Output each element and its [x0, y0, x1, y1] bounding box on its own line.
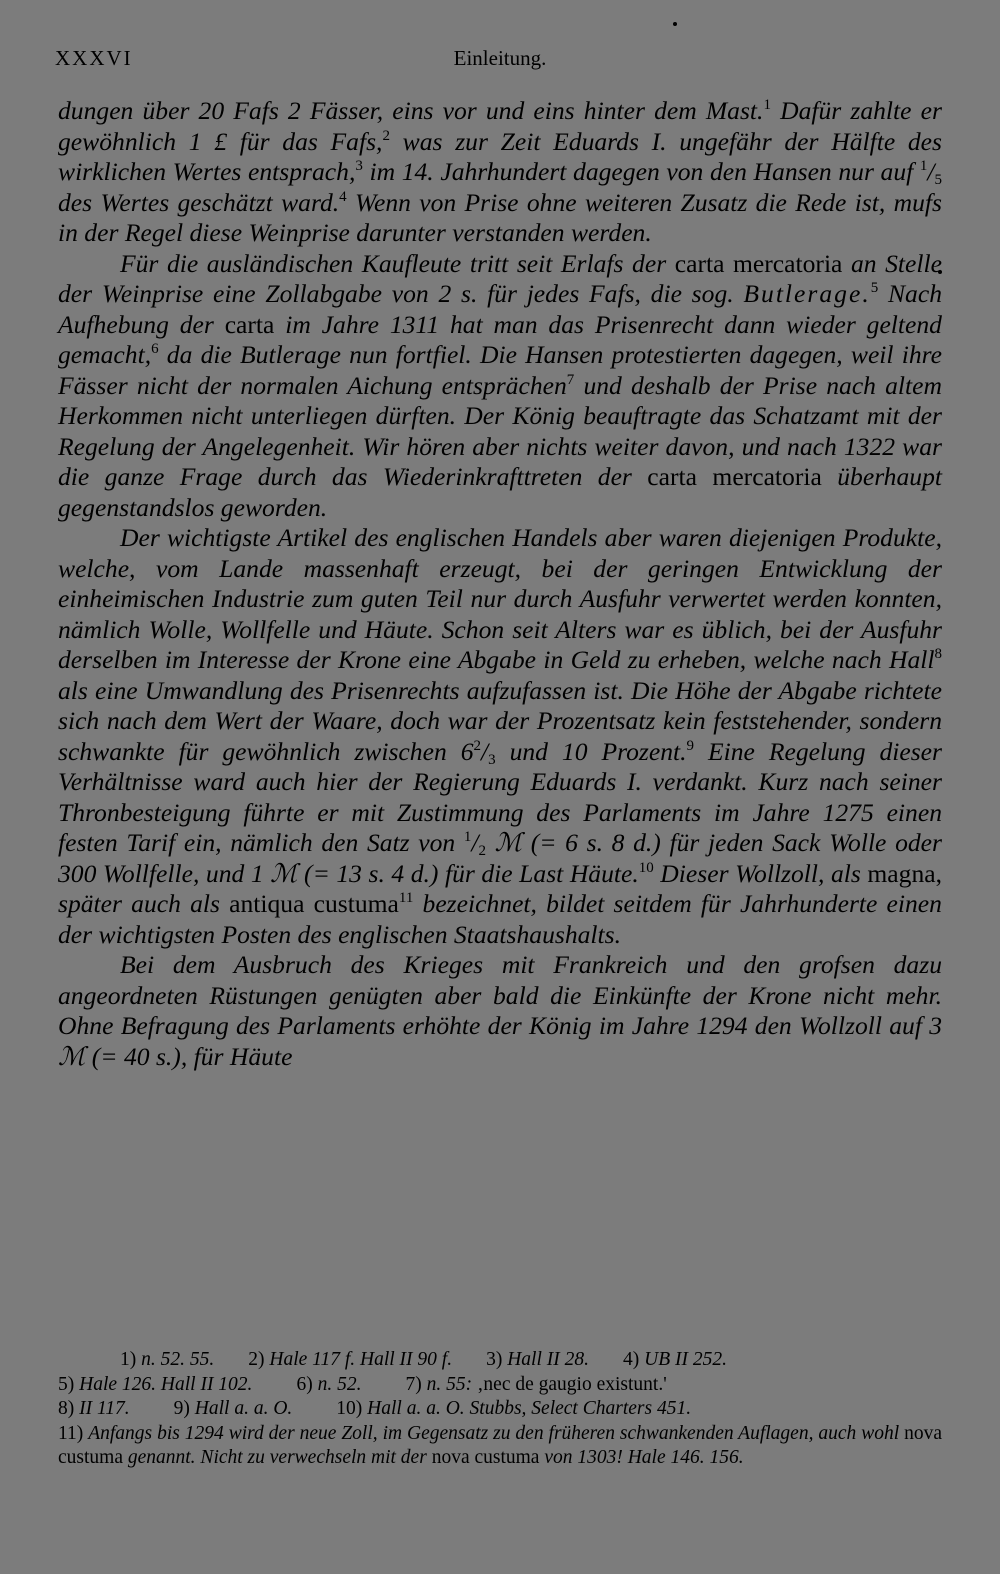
- paragraph: [58, 523, 942, 950]
- footnote-number: 5): [58, 1373, 75, 1395]
- text-run: Nach Aufhebung der: [58, 279, 942, 339]
- footnote-number: 8): [58, 1398, 75, 1419]
- running-header: [55, 42, 945, 78]
- text-run: bezeichnet, bildet seitdem für Jahrhunderte einen der wichtigsten Posten des englischen Staatshaushalts.: [58, 889, 942, 949]
- paragraph: [58, 950, 942, 1072]
- latin-term: antiqua custuma: [229, 889, 399, 918]
- footnote-text: Hall a. a. O.: [194, 1398, 293, 1419]
- text-run: dungen über 20 Fafs 2 Fässer, eins vor und eins hinter dem Mast.: [58, 96, 764, 125]
- footnote-quote: ‚nec de gaugio existunt.': [476, 1373, 667, 1395]
- text-run: Der wichtigste Artikel des englischen Handels aber waren diejenigen Produkte, welche, vom Lande massenhaft erzeugt, bei der geringen Entwicklung der einheimischen Industrie zum guten Teil nur durch Ausfuhr verwertet werden konnten, nämlich Wolle, Wollfelle und Häute. Schon seit Alters war es üblich, bei der Ausfuhr derselben im Interesse der Krone eine Abgabe in Geld zu erheben, welche nach Hall: [58, 523, 942, 674]
- print-speck: [673, 22, 677, 26]
- footnotes: [58, 1348, 942, 1471]
- footnote-text: UB II 252.: [644, 1349, 727, 1370]
- text-run: des Wertes geschätzt ward.: [58, 187, 340, 217]
- footnote-text: Anfangs bis 1294 wird der neue Zoll, im Gegensatz zu den früheren schwankenden Auflagen, auch wohl: [88, 1422, 905, 1444]
- fraction: $^2/_3$: [473, 736, 496, 768]
- footnote-ref: 1: [763, 97, 771, 113]
- footnote-text: genannt. Nicht zu verwechseln mit der: [122, 1447, 432, 1468]
- fraction-numerator: 2: [473, 737, 481, 754]
- fraction-denominator: 3: [488, 751, 496, 768]
- footnote-number: 11): [58, 1422, 84, 1444]
- footnote-text: Hale 126. Hall II 102.: [79, 1373, 253, 1395]
- footnote-ref: 2: [382, 127, 390, 144]
- main-text: [58, 96, 942, 1072]
- fraction: $^1/_5$: [919, 157, 943, 188]
- text-run: und deshalb der Prise nach altem Herkommen nicht unterliegen dürften. Der König beauftragte das Schatzamt mit der Regelung der Angelegenheit. Wir hören aber nichts weiter davon, und nach 1322 war die ganze Frage durch das Wiederinkrafttreten der: [58, 370, 942, 491]
- text-run: an Stelle der Weinprise eine Zollabgabe von 2 s. für jedes Fafs, die sog.: [58, 248, 942, 308]
- text-run: im 14. Jahrhundert dagegen von den Hansen nur auf: [362, 157, 920, 186]
- fraction-denominator: 2: [478, 843, 487, 859]
- footnote-number: 2): [248, 1349, 265, 1370]
- footnote-text: n. 52.: [317, 1373, 362, 1395]
- footnote-line: [58, 1373, 942, 1398]
- footnote-number: 6): [296, 1373, 313, 1395]
- footnote-ref: 3: [355, 158, 363, 174]
- footnote-number: 9): [173, 1398, 190, 1419]
- footnote-text: Hall a. a. O. Stubbs, Select Charters 451.: [367, 1398, 692, 1419]
- footnote-ref: 4: [339, 188, 347, 205]
- footnote-ref: 10: [638, 859, 654, 876]
- text-run: als eine Umwandlung des Prisenrechts aufzufassen ist. Die Höhe der Abgabe richtete sich nach dem Wert der Waare, doch war der Prozentsatz kein feststehender, sondern schwankte für gewöhnlich zwischen 6: [58, 675, 942, 766]
- footnote-ref: 11: [398, 890, 414, 906]
- page-number: XXXVI: [55, 46, 133, 70]
- text-run: ℳ (= 6 s. 8 d.) für jeden Sack Wolle oder 300 Wollfelle, und 1 ℳ (= 13 s. 4 d.) für die Last Häute.: [58, 828, 942, 888]
- fraction-denominator: 5: [934, 172, 943, 188]
- footnote-text: Hale 117 f. Hall II 90 f.: [269, 1349, 453, 1370]
- text-run: da die Butlerage nun fortfiel. Die Hansen protestierten dagegen, weil ihre Fässer nicht der normalen Aichung entsprächen: [58, 340, 942, 400]
- footnote-ref: 7: [566, 371, 575, 388]
- footnote-text: II 117.: [79, 1398, 130, 1419]
- paragraph: [58, 96, 942, 249]
- footnote-text: von 1303! Hale 146. 156.: [539, 1447, 744, 1468]
- latin-term: nova custuma: [431, 1447, 540, 1468]
- footnote-number: 10): [336, 1398, 363, 1419]
- footnote-line: [58, 1397, 942, 1422]
- latin-term: carta: [224, 309, 275, 339]
- latin-term: carta mercatoria: [647, 462, 822, 491]
- footnote-line: [58, 1348, 942, 1373]
- footnote-text: n. 55:: [426, 1373, 473, 1395]
- footnote-ref: 5: [870, 280, 879, 296]
- fraction: $^1/_2$: [463, 828, 487, 859]
- text-run: Dafür zahlte er gewöhnlich 1 £ für das Fafs,: [58, 96, 942, 156]
- latin-term: nova custuma: [58, 1422, 942, 1468]
- text-run: Dieser Wollzoll, als: [653, 858, 868, 888]
- footnote-number: 4): [622, 1349, 640, 1370]
- footnote-ref: 9: [686, 737, 695, 754]
- text-run: später auch als: [58, 889, 230, 918]
- paragraph: [58, 249, 942, 524]
- latin-term: carta mercatoria: [674, 248, 843, 278]
- text-run: Wenn von Prise ohne weiteren Zusatz die Rede ist, mufs in der Regel diese Weinprise darunter verstanden werden.: [58, 187, 942, 247]
- text-run: überhaupt gegenstandslos geworden.: [58, 462, 942, 522]
- footnote-ref: 6: [151, 341, 159, 357]
- footnote-line: [58, 1422, 942, 1471]
- spaced-term: Butlerage.: [743, 279, 871, 308]
- footnote-number: 7): [405, 1373, 422, 1395]
- running-title: Einleitung.: [453, 46, 547, 70]
- text-run: Bei dem Ausbruch des Krieges mit Frankreich und den grofsen dazu angeordneten Rüstungen genügten aber bald die Einkünfte der Krone nicht mehr. Ohne Befragung des Parlaments erhöhte der König im Jahre 1294 den Wollzoll auf 3 ℳ (= 40 s.), für Häute: [58, 950, 942, 1071]
- text-run: im Jahre 1311 hat man das Prisenrecht dann wieder geltend gemacht,: [58, 309, 942, 369]
- text-run: was zur Zeit Eduards I. ungefähr der Hälfte des wirklichen Wertes entsprach,: [58, 126, 943, 186]
- text-run: und 10 Prozent.: [495, 736, 687, 766]
- footnote-number: 1): [120, 1349, 137, 1370]
- text-run: Für die ausländischen Kaufleute tritt seit Erlafs der: [120, 248, 675, 278]
- text-run: Eine Regelung dieser Verhältnisse ward auch hier der Regierung Eduards I. verdankt. Kurz nach seiner Thronbesteigung führte er mit Zustimmung des Parlaments im Jahre 1275 einen festen Tarif ein, nämlich den Satz von: [58, 736, 943, 857]
- latin-term: magna,: [867, 858, 942, 888]
- fraction-numerator: 1: [463, 829, 472, 845]
- footnote-number: 3): [486, 1349, 503, 1370]
- footnote-ref: 8: [934, 646, 942, 662]
- footnote-text: n. 52. 55.: [141, 1349, 215, 1370]
- footnote-text: Hall II 28.: [507, 1349, 589, 1370]
- fraction-numerator: 1: [919, 158, 928, 174]
